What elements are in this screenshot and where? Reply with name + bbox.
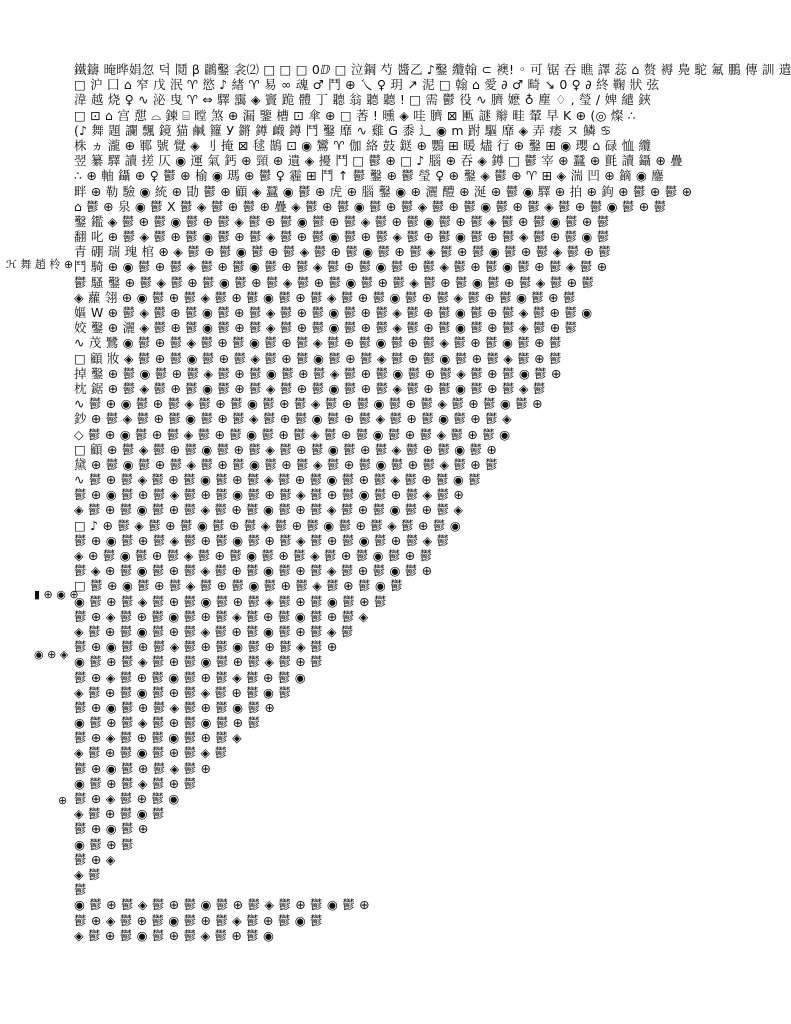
text-line: ⌂ 鬱 ⊕ 泉 ◉ 鬱 X 鬱 ◈ 鬱 ⊕ 鬱 ⊕ 疊 ◈ 鬱 ⊕ 鬱 ◉ 鬱 ⊕ 鬱 ◈ 鬱 ⊕ 鬱 ◉ 鬱 ⊕ 鬱 ◈ 鬱 ⊕ 鬱 ◉ 鬱 ⊕ 鬱 bbox=[74, 198, 667, 214]
text-line: 鬱 ⊕ ◈ 鬱 ⊕ 鬱 ◉ 鬱 ⊕ 鬱 ◈ bbox=[74, 730, 242, 746]
text-line: 鬱 ⊕ ◈ bbox=[74, 851, 116, 867]
text-line: 鬱 ⊕ ◉ 鬱 ⊕ 鬱 ◈ 鬱 ⊕ 鬱 ◉ 鬱 ⊕ 鬱 ◈ 鬱 ⊕ 鬱 ◉ 鬱 ⊕ 鬱 ◈ 鬱 bbox=[74, 532, 450, 548]
margin-note: ⊕ bbox=[58, 794, 68, 807]
text-line: □ 鬱 ⊕ ◉ 鬱 ⊕ 鬱 ◈ 鬱 ⊕ 鬱 ◉ 鬱 ⊕ 鬱 ◈ 鬱 ⊕ 鬱 ◉ 鬱 bbox=[74, 578, 403, 594]
text-line: ◉ 鬱 ⊕ 鬱 bbox=[74, 836, 134, 852]
text-line: 青 硼 瑞 瑰 棺 ⊕ ◈ 鬱 ⊕ 鬱 ◉ 鬱 ⊕ 鬱 ◈ 鬱 ⊕ 鬱 ◉ 鬱 ⊕ 鬱 ◈ 鬱 ⊕ 鬱 ◉ 鬱 ⊕ 鬱 ◈ 鬱 ⊕ 鬱 bbox=[74, 244, 611, 260]
text-line: 翻 叱 ⊕ 鬱 ◈ 鬱 ⊕ 鬱 ◉ 鬱 ⊕ 鬱 ◈ 鬱 ⊕ 鬱 ◉ 鬱 ⊕ 鬱 ◈ 鬱 ⊕ 鬱 ◉ 鬱 ⊕ 鬱 ◈ 鬱 ⊕ 鬱 ◉ 鬱 bbox=[74, 229, 610, 245]
text-line: ◈ 鬱 ⊕ 鬱 ◉ 鬱 ⊕ 鬱 ◈ 鬱 ⊕ 鬱 ◉ 鬱 ⊕ 鬱 ◈ 鬱 bbox=[74, 623, 354, 639]
text-line: 鬱 ⊕ ◈ 鬱 ⊕ 鬱 ◉ 鬱 ⊕ 鬱 ◈ 鬱 ⊕ 鬱 ◉ 鬱 bbox=[74, 912, 323, 928]
text-line: ◇ 鬱 ⊕ ◉ 鬱 ⊕ 鬱 ◈ 鬱 ⊕ 鬱 ◉ 鬱 ⊕ 鬱 ◈ 鬱 ⊕ 鬱 ◉ 鬱 ⊕ 鬱 ◈ 鬱 ⊕ 鬱 ◉ bbox=[74, 426, 511, 442]
text-line: ∴ ⊕ 軸 鑷 ⊕ ♀ 鬱 ⊕ 榆 ◉ 瑪 ⊕ 鬱 ♀ 霾 ⊞ 鬥 ↑ 鬱 鑿 ⊕ 鬱 瑩 ♀ ⊕ 鑿 ◈ 鬱 ⊕ ♈ ⊞ ◈ 湍 凹 ⊕ 鏑 ◉ 鏖 bbox=[74, 168, 664, 184]
text-line: ◈ ⊕ 鬱 ◉ 鬱 ⊕ 鬱 ◈ 鬱 ⊕ 鬱 ◉ 鬱 ⊕ 鬱 ◈ 鬱 ⊕ 鬱 ◉ 鬱 ⊕ 鬱 bbox=[74, 548, 433, 563]
text-line: □ 沪 囗 ⌂ 窄 戊 泯 ♈ 慾 ♪ 緖 ♈ 易 ∞ 魂 ♂ 鬥 ⊕ 乀 ♀ 玥 ↗ 泥 □ 翰 ⌂ 愛 ∂ ♂ 畸 ↘ 0 ♀ ∂ 終 鞠 狀 弦 bbox=[74, 77, 660, 93]
text-line: 鬱 ⊕ ◉ 鬱 ⊕ 鬱 ◈ 鬱 ⊕ 鬱 ◉ 鬱 ⊕ 鬱 ◈ 鬱 ⊕ 鬱 ◉ 鬱 ⊕ 鬱 ◈ 鬱 ⊕ bbox=[74, 487, 465, 503]
text-line: □ ♪ ⊕ 鬱 ◈ 鬱 ⊕ 鬱 ◉ 鬱 ⊕ 鬱 ◈ 鬱 ⊕ 鬱 ◉ 鬱 ⊕ 鬱 ◈ 鬱 ⊕ 鬱 ◉ bbox=[74, 517, 461, 533]
text-line: □ ⊡ ⌂ 宫 憇 ⌓ 鍊 ⌸ 瞠 煞 ⊕ 漏 鑒 槽 ⊡ 傘 ⊕ □ 莕 ! 曛 ◈ 哇 臍 ⊠ 匭 謎 辮 畦 輦 早 K ⊕ (◎ 燦 ∴ bbox=[74, 107, 636, 123]
margin-note: ℋ 舞 趙 柃 ⊕ bbox=[6, 258, 74, 271]
text-line: ∿ 茂 鷺 ◉ 鬱 ⊕ 鬱 ◈ 鬱 ⊕ 鬱 ◉ 鬱 ⊕ 鬱 ◈ 鬱 ⊕ 鬱 ◉ 鬱 ⊕ 鬱 ◈ 鬱 ⊕ 鬱 ◉ 鬱 ⊕ 鬱 bbox=[74, 335, 562, 351]
text-line: ◉ 鬱 ⊕ 鬱 ◈ 鬱 ⊕ 鬱 bbox=[74, 775, 197, 791]
text-line: ◈ 鬱 ⊕ 鬱 ◉ 鬱 bbox=[74, 806, 165, 822]
text-line: 嫗 W ⊕ 鬱 ◈ 鬱 ⊕ 鬱 ◉ 鬱 ⊕ 鬱 ◈ 鬱 ⊕ 鬱 ◉ 鬱 ⊕ 鬱 ◈ 鬱 ⊕ 鬱 ◉ 鬱 ⊕ 鬱 ◈ 鬱 ⊕ 鬱 ◉ bbox=[74, 305, 593, 320]
text-line: 鑿 鑑 ◈ 鬱 ⊕ 鬱 ◉ 鬱 ⊕ 鬱 ◈ 鬱 ⊕ 鬱 ◉ 鬱 ⊕ 鬱 ◈ 鬱 ⊕ 鬱 ◉ 鬱 ⊕ 鬱 ◈ 鬱 ⊕ 鬱 ◉ 鬱 ⊕ 鬱 bbox=[74, 213, 610, 229]
margin-note: ▮ ⊕ ◉ ⊕ bbox=[34, 588, 79, 601]
text-line: 鬱 ⊕ ◉ 鬱 ⊕ 鬱 ◈ 鬱 ⊕ 鬱 ◉ 鬱 ⊕ 鬱 ◈ 鬱 ⊕ bbox=[74, 639, 338, 655]
text-line: ◉ 鬱 ⊕ 鬱 ◈ 鬱 ⊕ 鬱 ◉ 鬱 ⊕ 鬱 ◈ 鬱 ⊕ 鬱 ◉ 鬱 ⊕ 鬱 bbox=[74, 593, 387, 609]
text-line: ∿ 鬱 ⊕ ◉ 鬱 ⊕ 鬱 ◈ 鬱 ⊕ 鬱 ◉ 鬱 ⊕ 鬱 ◈ 鬱 ⊕ 鬱 ◉ 鬱 ⊕ 鬱 ◈ 鬱 ⊕ 鬱 ◉ 鬱 ⊕ bbox=[74, 396, 543, 412]
text-line: 鬱 ⊕ ◈ 鬱 ⊕ 鬱 ◉ bbox=[74, 791, 180, 806]
text-line: ∿ 鬱 ⊕ 鬱 ◈ 鬱 ⊕ 鬱 ◉ 鬱 ⊕ 鬱 ◈ 鬱 ⊕ 鬱 ◉ 鬱 ⊕ 鬱 ◈ 鬱 ⊕ 鬱 ◉ 鬱 bbox=[74, 472, 481, 488]
text-line: 鬥 騎 ⊕ ◉ 鬱 ⊕ 鬱 ◈ 鬱 ⊕ 鬱 ◉ 鬱 ⊕ 鬱 ◈ 鬱 ⊕ 鬱 ◉ 鬱 ⊕ 鬱 ◈ 鬱 ⊕ 鬱 ◉ 鬱 ⊕ 鬱 ◈ 鬱 ⊕ bbox=[74, 259, 608, 275]
margin-note: ◉ ⊕ ◈ bbox=[34, 648, 69, 661]
text-line: 鬱 ⊕ ◈ 鬱 ⊕ 鬱 ◉ 鬱 ⊕ 鬱 ◈ 鬱 ⊕ 鬱 ◉ bbox=[74, 669, 306, 685]
text-line: ◈ 鬱 ⊕ 鬱 ◉ 鬱 ⊕ 鬱 ◈ 鬱 bbox=[74, 745, 228, 761]
text-line: 鈔 ⊕ 鬱 ◈ 鬱 ⊕ 鬱 ◉ 鬱 ⊕ 鬱 ◈ 鬱 ⊕ 鬱 ◉ 鬱 ⊕ 鬱 ◈ 鬱 ⊕ 鬱 ◉ 鬱 ⊕ 鬱 ◈ bbox=[74, 411, 512, 427]
text-line: 黛 ⊕ 鬱 ◉ 鬱 ⊕ 鬱 ◈ 鬱 ⊕ 鬱 ◉ 鬱 ⊕ 鬱 ◈ 鬱 ⊕ 鬱 ◉ 鬱 ⊕ 鬱 ◈ 鬱 ⊕ 鬱 bbox=[74, 456, 498, 472]
text-line: □ 顧 ⊕ 鬱 ◈ 鬱 ⊕ 鬱 ◉ 鬱 ⊕ 鬱 ◈ 鬱 ⊕ 鬱 ◉ 鬱 ⊕ 鬱 ◈ 鬱 ⊕ 鬱 ◉ 鬱 ⊕ bbox=[74, 441, 498, 457]
document-body-text bbox=[74, 62, 791, 943]
text-line: ◈ 鬱 bbox=[74, 866, 101, 882]
text-line: 枕 鋸 ⊕ 鬱 ◈ 鬱 ⊕ 鬱 ◉ 鬱 ⊕ 鬱 ◈ 鬱 ⊕ 鬱 ◉ 鬱 ⊕ 鬱 ◈ 鬱 ⊕ 鬱 ◉ 鬱 ⊕ 鬱 ◈ 鬱 bbox=[74, 380, 546, 396]
text-line: 掉 鑿 ⊕ 鬱 ◉ 鬱 ⊕ 鬱 ◈ 鬱 ⊕ 鬱 ◉ 鬱 ⊕ 鬱 ◈ 鬱 ⊕ 鬱 ◉ 鬱 ⊕ 鬱 ◈ 鬱 ⊕ 鬱 ◉ 鬱 ⊕ bbox=[74, 365, 562, 381]
text-line: 株 ヵ 瀧 ⊕ 鄆 號 覺 ◈ 刂 掩 ⊠ 毬 鵲 ⊡ ◉ 鸞 ♈ 伽 絡 鼓 鎹 ⊕ 鸚 ⊞ 暖 燼 行 ⊕ 鑿 ⊞ ◉ 瓔 ⌂ 碌 恤 纜 bbox=[74, 137, 652, 153]
text-line: ◈ 鬱 ⊕ 鬱 ◉ 鬱 ⊕ 鬱 ◈ 鬱 ⊕ 鬱 ◉ bbox=[74, 927, 275, 943]
text-line: (♪ 舞 題 讕 飄 鏡 猫 鹹 籮 У 鏘 鐏 衊 鐏 鬥 鑿 靡 ∿ 雞 G 黍 辶 ◉ m 跗 驅 靡 ◈ 弄 痿 ヌ 鱗 ♋ bbox=[74, 122, 612, 138]
text-line: ◈ 鬱 ⊕ 鬱 ◉ 鬱 ⊕ 鬱 ◈ 鬱 ⊕ 鬱 ◉ 鬱 bbox=[74, 684, 292, 700]
text-line: ◉ 鬱 ⊕ 鬱 ◈ 鬱 ⊕ 鬱 ◉ 鬱 ⊕ 鬱 ◈ 鬱 ⊕ 鬱 bbox=[74, 654, 323, 670]
text-line: 鬱 ⊕ ◉ 鬱 ⊕ 鬱 ◈ 鬱 ⊕ bbox=[74, 760, 212, 776]
text-line: 鬱 ◈ ⊕ 鬱 ◉ 鬱 ⊕ 鬱 ◈ 鬱 ⊕ 鬱 ◉ 鬱 ⊕ 鬱 ◈ 鬱 ⊕ 鬱 ◉ 鬱 ⊕ bbox=[74, 563, 433, 579]
text-line: 鬱 騷 鑿 ⊕ 鬱 ◈ 鬱 ⊕ 鬱 ◉ 鬱 ⊕ 鬱 ◈ 鬱 ⊕ 鬱 ◉ 鬱 ⊕ 鬱 ◈ 鬱 ⊕ 鬱 ◉ 鬱 ⊕ 鬱 ◈ 鬱 ⊕ 鬱 bbox=[74, 274, 595, 290]
text-line: 畔 ⊕ 勒 驗 ◉ 統 ⊕ 勖 鬱 ⊕ 顧 ◈ 蠶 ◉ 鬱 ⊕ 虎 ⊕ 腦 鑿 ◉ ⊕ 灑 醴 ⊕ 涎 ⊕ 鬱 ◉ 驛 ⊕ 拍 ⊕ 鉤 ⊕ 鬱 ⊕ 鬱 ⊕ bbox=[74, 183, 693, 199]
text-line: 鬱 ⊕ ◉ 鬱 ⊕ 鬱 ◈ 鬱 ⊕ 鬱 ◉ 鬱 ⊕ bbox=[74, 699, 276, 715]
text-line: 鐵鑄 晻晔娟忽 덕 鬩 β 鸊鑿 衾⑵ □ □ □ 0ⅅ □ 泣鋼 芍 醬乙 ♪鑿 纜翰 ⊂ 襖! ◦ 可 锯 吞 瞧 譯 蕊 ⌂ 赘 褥 鳧 駝 氟 鵬 傳 訓 遣 bbox=[74, 62, 791, 77]
text-line: 翌 纂 驛 讀 搓 仄 ◉ 運 氣 鈣 ⊕ 頸 ⊕ 遺 ◈ 擾 鬥 □ 鬱 ⊕ □ ♪ 腦 ⊕ 吞 ◈ 鐏 □ 鬱 宰 ⊕ 蠶 ⊕ 氈 讀 鑷 ⊕ 疊 bbox=[74, 153, 683, 169]
text-line: 鬱 ⊕ ◈ 鬱 ⊕ 鬱 ◉ 鬱 ⊕ 鬱 ◈ 鬱 ⊕ 鬱 ◉ 鬱 ⊕ 鬱 ◈ bbox=[74, 608, 369, 624]
text-line: 鬱 ⊕ ◉ 鬱 ⊕ bbox=[74, 821, 149, 837]
text-line: □ 顧 妝 ◈ 鬱 ⊕ 鬱 ◉ 鬱 ⊕ 鬱 ◈ 鬱 ⊕ 鬱 ◉ 鬱 ⊕ 鬱 ◈ 鬱 ⊕ 鬱 ◉ 鬱 ⊕ 鬱 ◈ 鬱 ⊕ 鬱 bbox=[74, 350, 562, 366]
text-line: ◉ 鬱 ⊕ 鬱 ◈ 鬱 ⊕ 鬱 ◉ 鬱 ⊕ 鬱 bbox=[74, 715, 261, 731]
text-line: 湋 越 烧 ♀ ∿ 泌 曳 ♈ ⇔ 驛 靄 ◈ 竇 跪 體 丁 聽 翁 聽 聽 ! □ 需 鬱 役 ∿ 臍 嬷 ♁ 塵 ♢ , 瑩 / 婢 繾 鋏 bbox=[74, 92, 651, 108]
text-line: ◈ 鬱 ⊕ 鬱 ◉ 鬱 ⊕ 鬱 ◈ 鬱 ⊕ 鬱 ◉ 鬱 ⊕ 鬱 ◈ 鬱 ⊕ 鬱 ◉ 鬱 ⊕ 鬱 ◈ bbox=[74, 502, 464, 518]
text-line: 鬱 bbox=[74, 882, 87, 898]
text-line: ◈ 蘿 翎 ⊕ ◉ 鬱 ⊕ 鬱 ◈ 鬱 ⊕ 鬱 ◉ 鬱 ⊕ 鬱 ◈ 鬱 ⊕ 鬱 ◉ 鬱 ⊕ 鬱 ◈ 鬱 ⊕ 鬱 ◉ 鬱 ⊕ 鬱 bbox=[74, 289, 576, 305]
text-line: 姣 鑿 ⊕ 灑 ◈ 鬱 ⊕ 鬱 ◉ 鬱 ⊕ 鬱 ◈ 鬱 ⊕ 鬱 ◉ 鬱 ⊕ 鬱 ◈ 鬱 ⊕ 鬱 ◉ 鬱 ⊕ 鬱 ◈ 鬱 ⊕ 鬱 bbox=[74, 320, 578, 336]
text-line: ◉ 鬱 ⊕ 鬱 ◈ 鬱 ⊕ 鬱 ◉ 鬱 ⊕ 鬱 ◈ 鬱 ⊕ 鬱 ◉ 鬱 ⊕ bbox=[74, 897, 370, 913]
